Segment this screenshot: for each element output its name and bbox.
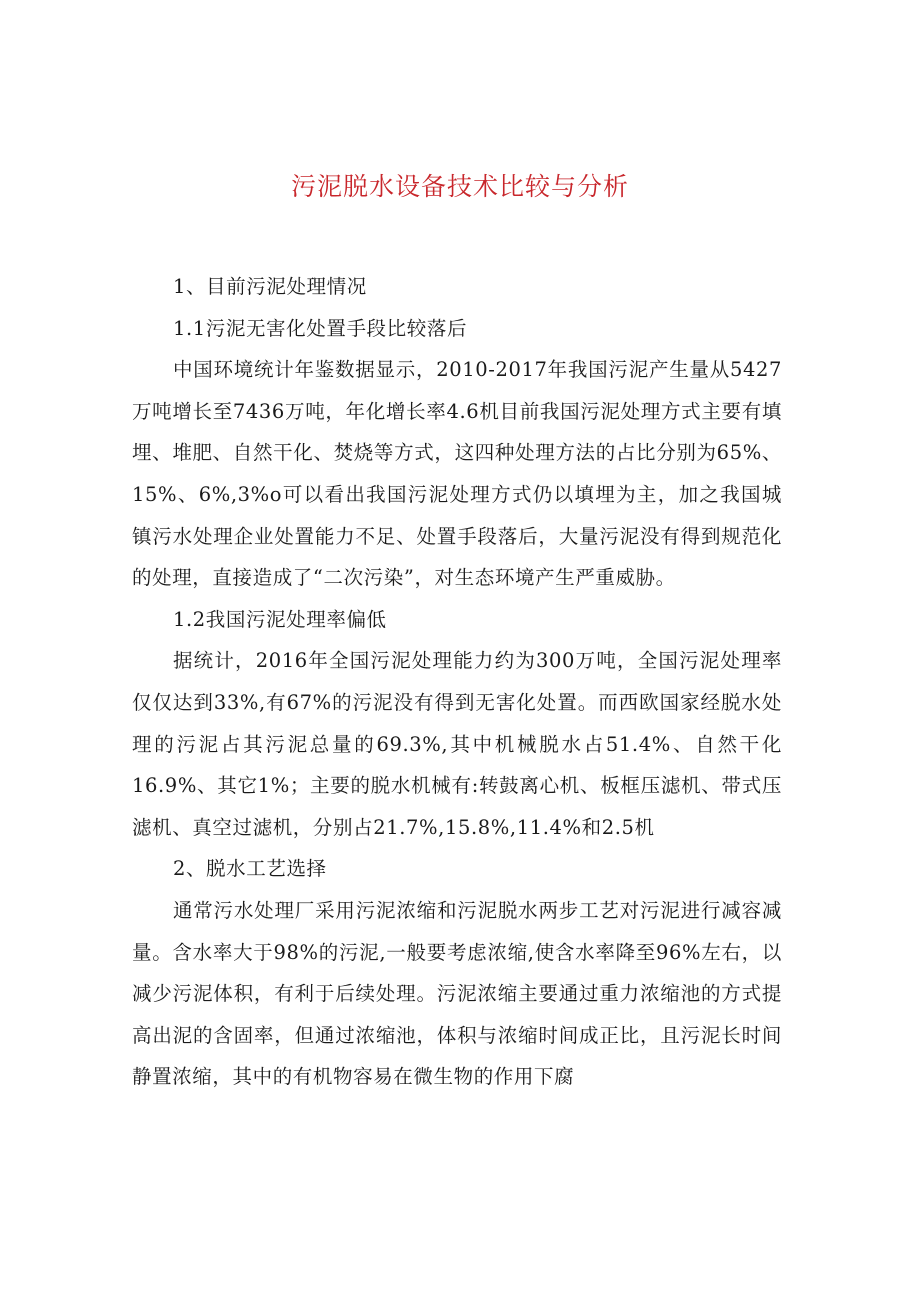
paragraph-sludge-statistics: 中国环境统计年鉴数据显示，2010-2017年我国污泥产生量从5427万吨增长至7436万吨，年化增长率4.6机目前我国污泥处理方式主要有填埋、堆肥、自然干化、焚烧等方式，这四种处理方法的占比分别为65%、15%、6%,3%o可以看出我国污泥处理方式仍以填埋为主，加之我国城镇污水处理企业处置能力不足、处置手段落后，大量污泥没有得到规范化的处理，直接造成了“二次污染”，对生态环境产生严重威胁。 [132, 358, 782, 590]
section-heading-1: 1、目前污泥处理情况 [172, 275, 367, 298]
paragraph-dewatering-process: 通常污水处理厂采用污泥浓缩和污泥脱水两步工艺对污泥进行减容减量。含水率大于98%的污泥,一般要考虑浓缩,使含水率降至96%左右，以减少污泥体积，有利于后续处理。污泥浓缩主要通过重力浓缩池的方式提高出泥的含固率，但通过浓缩池，体积与浓缩时间成正比，且污泥长时间静置浓缩，其中的有机物容易在微生物的作用下腐 [132, 898, 782, 1089]
subsection-heading-1-2: 1.2我国污泥处理率偏低 [172, 607, 387, 631]
document-title: 污泥脱水设备技术比较与分析 [290, 172, 629, 201]
subsection-heading-1-1: 1.1污泥无害化处置手段比较落后 [172, 316, 468, 340]
section-heading-2: 2、脱水工艺选择 [172, 857, 327, 881]
paragraph-treatment-rate: 据统计，2016年全国污泥处理能力约为300万吨，全国污泥处理率仅仅达到33%,有67%的污泥没有得到无害化处置。而西欧国家经脱水处理的污泥占其污泥总量的69.3%,其中机械脱水占51.4%、自然干化16.9%、其它1%；主要的脱水机械有:转鼓离心机、板框压滤机、带式压滤机、真空过滤机，分别占21.7%,15.8%,11.4%和2.5机 [132, 649, 782, 839]
document-body [132, 266, 782, 1098]
